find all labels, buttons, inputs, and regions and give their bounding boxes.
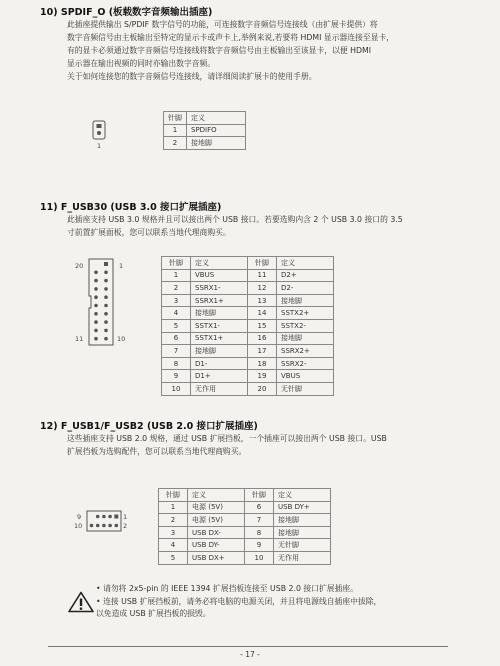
header-pin (104, 271, 108, 275)
col-pin: 针脚 (164, 112, 187, 125)
table-row (164, 124, 246, 137)
pin-number: 17 (248, 345, 277, 358)
pin-number: 9 (162, 370, 191, 383)
pin-number: 7 (162, 345, 191, 358)
spdif-description (67, 18, 394, 83)
pin-number: 9 (245, 539, 274, 552)
header-pin (104, 312, 108, 316)
spdif-pin1-label: 1 (97, 142, 102, 150)
pin-definition: SPDIFO (187, 124, 246, 137)
pin-number: 2 (162, 282, 191, 295)
text-line: 寸前置扩展面板，您可以联系当地代理商购买。 (67, 228, 231, 237)
table-row (162, 357, 334, 370)
pin-definition: USB DX+ (188, 551, 245, 564)
usb20-header-diagram (86, 510, 122, 532)
table-row (162, 282, 334, 295)
header-pin (96, 524, 100, 528)
table-row (162, 370, 334, 383)
header-pin (104, 320, 108, 324)
table-row (162, 382, 334, 395)
header-pin (102, 515, 106, 519)
pin-number: 1 (164, 124, 187, 137)
pin-definition: 接地脚 (191, 345, 248, 358)
pin-definition: 接地脚 (187, 137, 246, 150)
pin-number: 3 (159, 526, 188, 539)
pin-definition: SSTX1- (191, 319, 248, 332)
text-line: 数字音频信号由主板输出至特定的显示卡或声卡上,举例来说,若要将 HDMI 显示器连接至显卡， (67, 33, 395, 42)
pin-definition: USB DX- (188, 526, 245, 539)
header-pin (94, 295, 98, 299)
header-pin (94, 287, 98, 291)
pin-number: 13 (248, 294, 277, 307)
pin-definition: D1- (191, 357, 248, 370)
pin-definition: 无作用 (191, 382, 248, 395)
spdif-pin-table (163, 111, 246, 150)
col-definition: 定义 (187, 112, 246, 125)
header-pin (94, 271, 98, 275)
text-line: 扩展挡板为选购配件，您可以联系当地代理商购买。 (67, 447, 247, 456)
table-row (159, 501, 331, 514)
warning-item: • 连接 USB 扩展挡板前，请务必将电脑的电源关闭，并且将电源线自插座中拔除， (96, 596, 382, 606)
header-pin (94, 320, 98, 324)
col-pin: 针脚 (159, 489, 188, 502)
pin-definition: SSRX2+ (277, 345, 334, 358)
header-pin (104, 295, 108, 299)
usb30-label-10: 10 (117, 335, 126, 343)
section-title-usb20: 12) F_USB1/F_USB2 (USB 2.0 接口扩展插座) (40, 421, 258, 432)
pin-definition: SSTX1+ (191, 332, 248, 345)
pin-number: 16 (248, 332, 277, 345)
table-row (162, 319, 334, 332)
pin-number: 12 (248, 282, 277, 295)
pin-definition: SSRX2- (277, 357, 334, 370)
pin-number: 6 (162, 332, 191, 345)
pin-definition: SSTX2- (277, 319, 334, 332)
table-header-row (162, 257, 334, 270)
pin-number: 8 (245, 526, 274, 539)
table-row (164, 137, 246, 150)
pin-number: 10 (162, 382, 191, 395)
usb20-pin-table (158, 488, 331, 565)
pin-definition: SSRX1+ (191, 294, 248, 307)
pin-definition: 接地脚 (277, 332, 334, 345)
header-pin (104, 279, 108, 283)
header-pin (115, 524, 119, 528)
pin-definition: 电源 (5V) (188, 501, 245, 514)
usb20-label-10: 10 (74, 522, 83, 530)
text-line: 有的显卡必须通过数字音频信号连接线将数字音频信号由主板输出至该显卡，以便 HDMI (67, 46, 372, 55)
section-title-spdif: 10) SPDIF_O (板载数字音频输出插座) (40, 7, 213, 18)
warning-item: 以免造成 USB 扩展挡板的损毁。 (96, 609, 211, 618)
pin-definition: 接地脚 (277, 294, 334, 307)
usb30-pin-table (161, 256, 334, 396)
pin-number: 10 (245, 551, 274, 564)
usb20-label-2: 2 (123, 522, 128, 530)
pin-number: 11 (248, 269, 277, 282)
col-definition: 定义 (274, 489, 331, 502)
pin-definition: VBUS (277, 370, 334, 383)
pin-number: 2 (164, 137, 187, 150)
usb20-description (67, 432, 387, 458)
col-pin: 针脚 (245, 489, 274, 502)
usb30-description (67, 213, 403, 239)
pin-number: 3 (162, 294, 191, 307)
col-definition: 定义 (188, 489, 245, 502)
pin-number: 15 (248, 319, 277, 332)
text-line: 这些插座支持 USB 2.0 规格，通过 USB 扩展挡板，一个插座可以接出两个 USB 接口。USB (67, 434, 387, 443)
pin-number: 4 (159, 539, 188, 552)
pin-definition: D2+ (277, 269, 334, 282)
table-row (159, 539, 331, 552)
section-title-usb30: 11) F_USB30 (USB 3.0 接口扩展插座) (40, 202, 222, 213)
usb20-label-1: 1 (123, 513, 128, 521)
pin-number: 6 (245, 501, 274, 514)
header-pin (94, 329, 98, 333)
table-row (159, 551, 331, 564)
warning-icon (68, 591, 94, 613)
footer-divider (48, 646, 448, 647)
pin-definition: D1+ (191, 370, 248, 383)
pin-number: 5 (162, 319, 191, 332)
header-pin (94, 312, 98, 316)
usb20-label-9: 9 (77, 513, 82, 521)
table-row (162, 345, 334, 358)
col-definition: 定义 (277, 257, 334, 270)
pin-definition: SSTX2+ (277, 307, 334, 320)
pin-definition: VBUS (191, 269, 248, 282)
usb30-label-20: 20 (75, 262, 84, 270)
pin-definition: USB DY- (188, 539, 245, 552)
pin-number: 1 (162, 269, 191, 282)
pin-definition: 接地脚 (274, 526, 331, 539)
header-pin (104, 287, 108, 291)
header-pin (108, 515, 112, 519)
header-pin (102, 524, 106, 528)
table-row (159, 514, 331, 527)
text-line: 此插座支持 USB 3.0 规格并且可以接出两个 USB 接口。若要选购内含 2 个 USB 3.0 接口的 3.5 (67, 215, 403, 224)
header-pin (104, 329, 108, 333)
header-pin (104, 262, 108, 266)
header-pin (94, 337, 98, 341)
pin-number: 1 (159, 501, 188, 514)
header-pin (94, 304, 98, 308)
pin-number: 7 (245, 514, 274, 527)
table-row (162, 269, 334, 282)
pin-number: 4 (162, 307, 191, 320)
warning-notes (96, 583, 381, 621)
pin-number: 18 (248, 357, 277, 370)
header-pin (94, 279, 98, 283)
table-header-row (159, 489, 331, 502)
pin-number: 14 (248, 307, 277, 320)
text-line: 关于如何连接您的数字音频信号连接线，请详细阅读扩展卡的使用手册。 (67, 72, 317, 81)
table-row (162, 332, 334, 345)
pin-definition: 无作用 (274, 551, 331, 564)
usb30-header-diagram (88, 258, 114, 346)
usb30-label-11: 11 (75, 335, 84, 343)
header-pin (114, 515, 118, 519)
pin-number: 5 (159, 551, 188, 564)
header-pin (90, 524, 94, 528)
pin-definition: 无针脚 (274, 539, 331, 552)
table-row (159, 526, 331, 539)
pin-definition: SSRX1- (191, 282, 248, 295)
col-pin: 针脚 (162, 257, 191, 270)
text-line: 显示器在输出视频的同时亦输出数字音频。 (67, 59, 216, 68)
page-number: - 17 - (240, 650, 260, 659)
spdif-header-diagram (92, 120, 106, 140)
pin-definition: 接地脚 (191, 307, 248, 320)
text-line: 此插座提供输出 S/PDIF 数字信号的功能，可连接数字音频信号连接线（由扩展卡提供）将 (67, 20, 378, 29)
table-row (162, 294, 334, 307)
usb30-label-1: 1 (119, 262, 124, 270)
pin-definition: 无针脚 (277, 382, 334, 395)
header-pin (104, 337, 108, 341)
warning-item: • 请勿将 2x5-pin 的 IEEE 1394 扩展挡板连接至 USB 2.0 接口扩展插座。 (96, 584, 358, 593)
table-header-row (164, 112, 246, 125)
pin-number: 19 (248, 370, 277, 383)
col-definition: 定义 (191, 257, 248, 270)
pin-definition: D2- (277, 282, 334, 295)
pin-number: 8 (162, 357, 191, 370)
header-pin (104, 304, 108, 308)
header-pin (96, 515, 100, 519)
pin-number: 2 (159, 514, 188, 527)
pin-definition: USB DY+ (274, 501, 331, 514)
pin-definition: 接地脚 (274, 514, 331, 527)
pin-number: 20 (248, 382, 277, 395)
pin-definition: 电源 (5V) (188, 514, 245, 527)
header-pin (108, 524, 112, 528)
table-row (162, 307, 334, 320)
col-pin: 针脚 (248, 257, 277, 270)
